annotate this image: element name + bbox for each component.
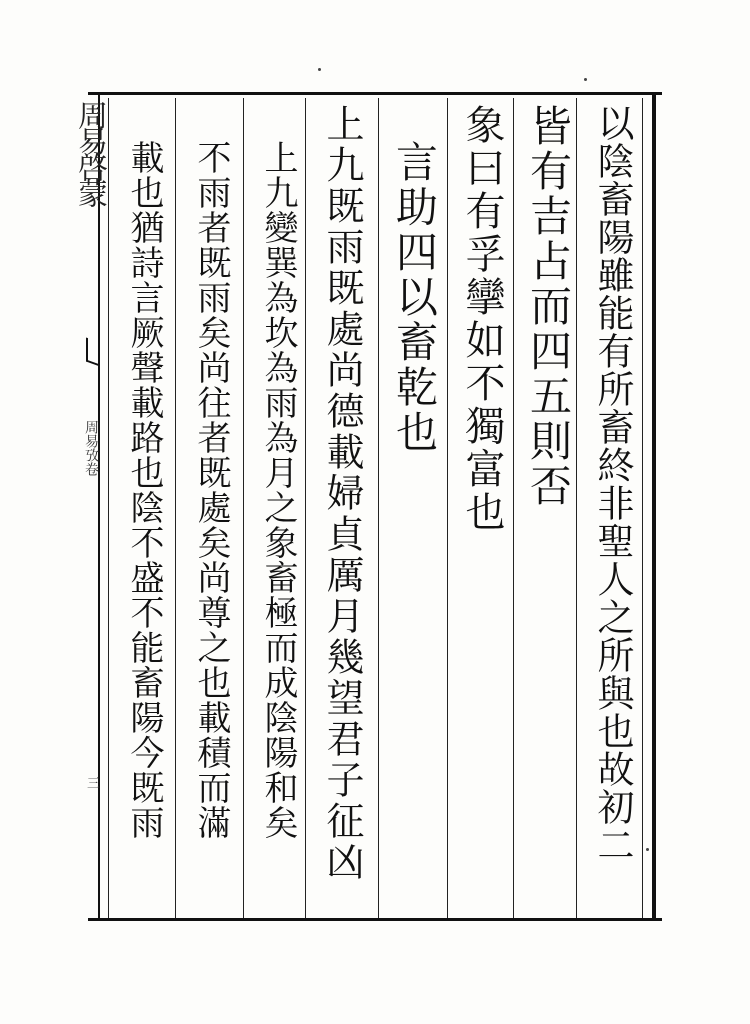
frame-bottom-border [88, 918, 662, 921]
text-column-1: 以陰畜陽雖能有所畜終非聖人之所與也故初二 [591, 104, 634, 864]
frame-top-border [88, 92, 662, 95]
paper-speck [318, 68, 321, 71]
text-column-8: 載也猶詩言厥聲載路也陰不盛不能畜陽今既雨 [124, 140, 164, 840]
text-column-6: 上九變巽為坎為雨為月之象畜極而成陰陽和矣 [258, 140, 298, 840]
column-divider [513, 98, 514, 918]
frame-right-inner-border [642, 98, 643, 918]
text-column-7: 不雨者既雨矣尚往者既處矣尚尊之也載積而滿 [191, 140, 231, 840]
column-divider [175, 98, 176, 918]
fish-tail-mark-icon [86, 337, 100, 366]
text-column-5: 上九既雨既處尚德載婦貞厲月幾望君子征凶 [320, 104, 364, 883]
text-column-4: 言助四以畜乾也 [390, 140, 439, 455]
column-divider [378, 98, 379, 918]
text-column-3: 象曰有孚攣如不獨富也 [459, 104, 505, 534]
margin-page-number: 三 [84, 776, 99, 789]
column-divider [576, 98, 577, 918]
column-divider [108, 98, 109, 918]
paper-speck [584, 78, 587, 81]
text-column-2: 皆有吉占而四五則否 [524, 104, 573, 509]
column-divider [243, 98, 244, 918]
frame-left-border [98, 92, 100, 921]
frame-right-border [652, 92, 656, 921]
paper-speck [646, 848, 649, 851]
margin-title: 周易啓蒙 [72, 100, 107, 204]
column-divider [447, 98, 448, 918]
margin-subtitle: 周易攷卷 [83, 420, 99, 476]
